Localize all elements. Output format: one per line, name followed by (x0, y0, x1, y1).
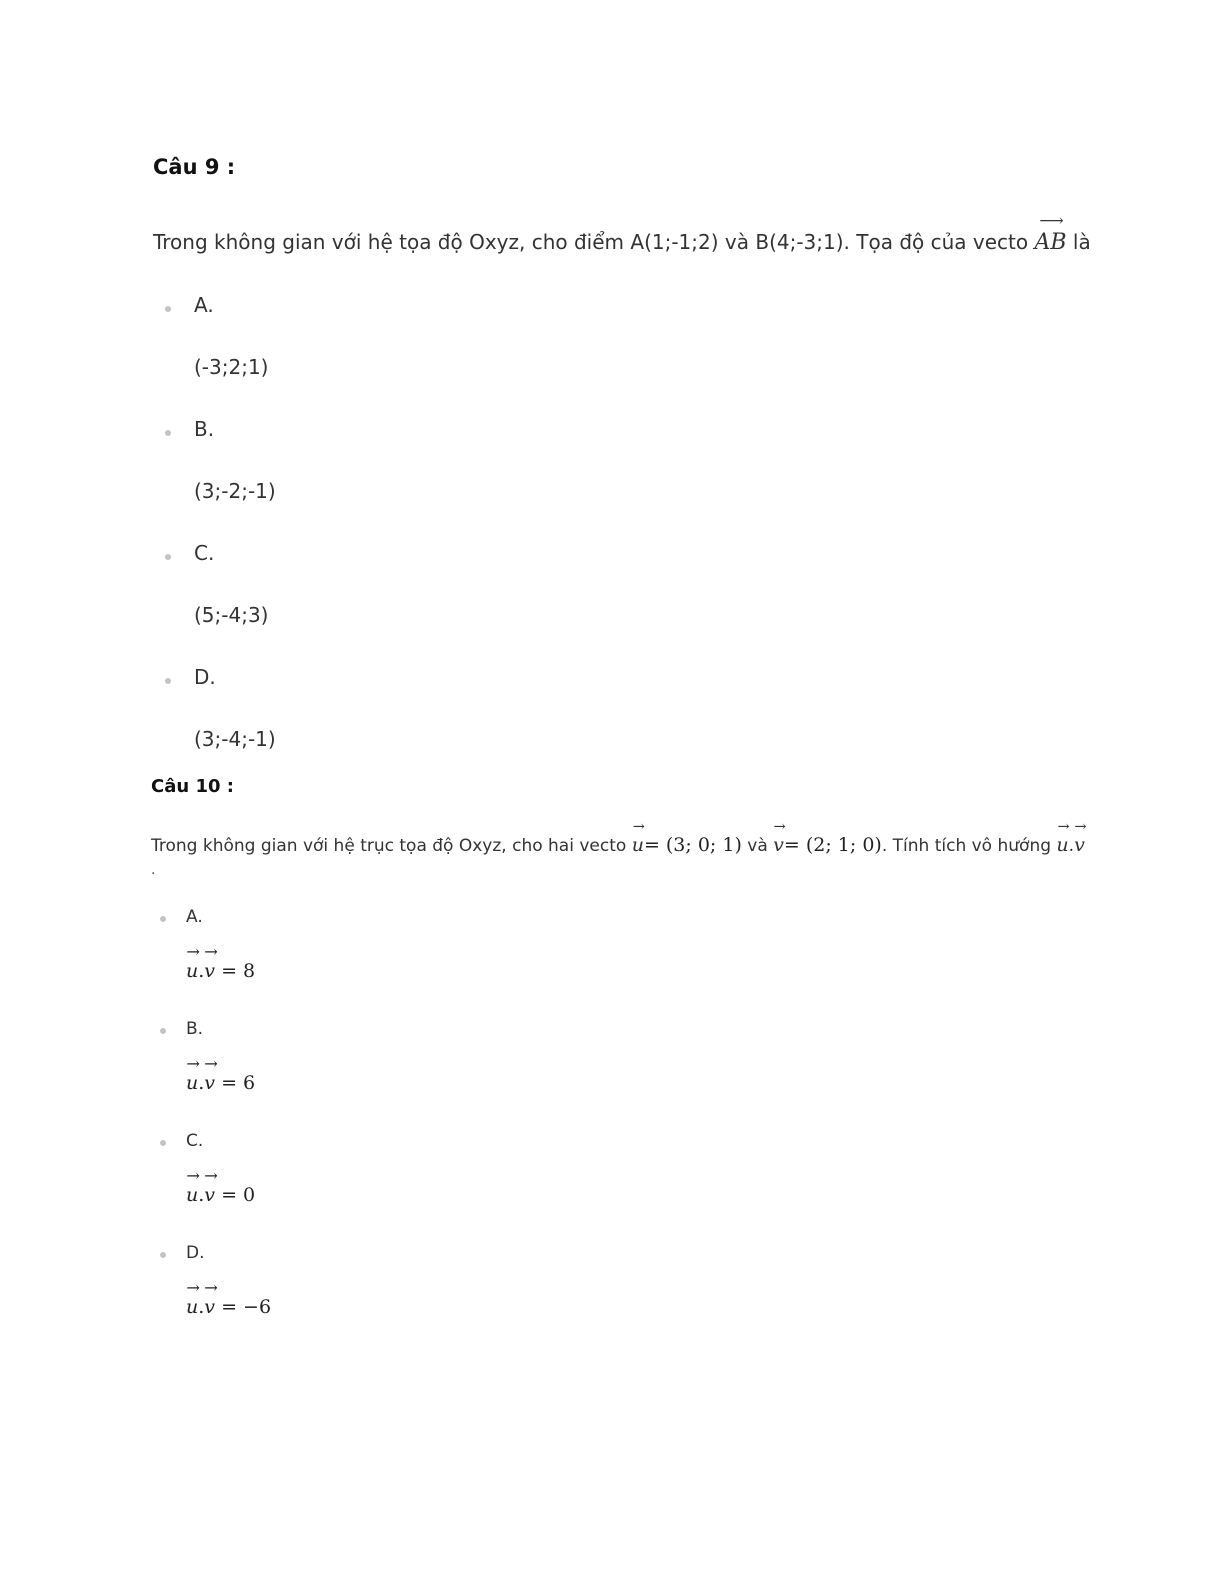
product-v: → v (1074, 819, 1085, 856)
vector-arrow-icon: → (773, 819, 784, 836)
option-value: (5;-4;3) (194, 603, 269, 627)
option-equation: = −6 (215, 1296, 272, 1318)
option-label: A. (186, 907, 203, 927)
option-label: B. (186, 1019, 204, 1039)
question-10 (151, 772, 1111, 1325)
bullet-icon (165, 430, 171, 436)
vector-arrow-icon: → (632, 819, 643, 836)
vector-arrow-icon: → (186, 1166, 198, 1186)
option-value: (3;-2;-1) (194, 479, 276, 503)
vector-arrow-icon: → (204, 1278, 216, 1298)
question-10-end-dot: . (151, 862, 156, 878)
vector-arrow-icon: → (204, 1166, 216, 1186)
question-9-options (153, 285, 1113, 759)
question-9-text-before: Trong không gian với hệ tọa độ Oxyz, cho điểm A(1;-1;2) và B(4;-3;1). Tọa độ của vecto (153, 230, 1035, 254)
vector-arrow-icon: ⟶ (1039, 210, 1062, 231)
bullet-icon (165, 554, 171, 560)
option-value: (3;-4;-1) (194, 727, 276, 751)
vector-ab: ⟶ AB (1034, 210, 1067, 255)
question-10-title: Câu 10 : (151, 776, 234, 797)
vector-arrow-icon: → (1057, 819, 1068, 836)
bullet-icon (160, 1140, 166, 1146)
question-10-text-middle: . Tính tích vô hướng (881, 836, 1057, 856)
vector-v: → v (773, 819, 784, 856)
vector-u: → u (186, 1054, 199, 1094)
product-dot: . (1068, 836, 1075, 856)
vector-arrow-icon: → (186, 1054, 198, 1074)
option-equation: = 0 (215, 1184, 256, 1206)
option-value: → u. → v = 0 (186, 1177, 1111, 1213)
option-label: D. (194, 665, 216, 689)
bullet-icon (165, 306, 171, 312)
vector-arrow-icon: → (186, 1278, 198, 1298)
vector-u-value: = (3; 0; 1) (643, 834, 742, 856)
option-label: C. (194, 541, 215, 565)
vector-u: → u (631, 819, 644, 856)
question-9-text (153, 210, 1113, 263)
bullet-icon (160, 1028, 166, 1034)
option-d[interactable] (153, 657, 1113, 759)
vector-arrow-icon: → (1074, 819, 1085, 836)
vector-v-value: = (2; 1; 0) (783, 834, 882, 856)
question-10-text (151, 819, 1111, 863)
question-9-title: Câu 9 : (153, 155, 236, 179)
vector-v: → v (204, 942, 216, 982)
option-value: → u. → v = 6 (186, 1065, 1111, 1101)
vector-v: → v (204, 1278, 216, 1318)
option-b[interactable] (153, 409, 1113, 511)
option-value: → u. → v = −6 (186, 1289, 1111, 1325)
option-a[interactable] (153, 285, 1113, 387)
bullet-icon (160, 1252, 166, 1258)
option-value: (-3;2;1) (194, 355, 269, 379)
option-c[interactable] (151, 1125, 1111, 1213)
bullet-icon (160, 916, 166, 922)
option-d[interactable] (151, 1237, 1111, 1325)
vector-u: → u (186, 1166, 199, 1206)
option-label: A. (194, 293, 214, 317)
vector-arrow-icon: → (204, 942, 216, 962)
vector-arrow-icon: → (186, 942, 198, 962)
vector-v: → v (204, 1054, 216, 1094)
option-label: D. (186, 1243, 205, 1263)
bullet-icon (165, 678, 171, 684)
vector-u: → u (186, 942, 199, 982)
option-b[interactable] (151, 1013, 1111, 1101)
option-equation: = 8 (215, 960, 256, 982)
option-c[interactable] (153, 533, 1113, 635)
question-10-text-before: Trong không gian với hệ trục tọa độ Oxyz, cho hai vecto (151, 836, 632, 856)
vector-arrow-icon: → (204, 1054, 216, 1074)
option-label: B. (194, 417, 215, 441)
product-u: → u (1056, 819, 1069, 856)
option-label: C. (186, 1131, 204, 1151)
question-9 (153, 150, 1113, 759)
option-value: → u. → v = 8 (186, 953, 1111, 989)
option-a[interactable] (151, 901, 1111, 989)
vector-v: → v (204, 1166, 216, 1206)
question-10-options (151, 901, 1111, 1325)
question-9-text-after: là (1066, 230, 1091, 254)
option-equation: = 6 (215, 1072, 256, 1094)
and-text: và (741, 836, 774, 856)
vector-u: → u (186, 1278, 199, 1318)
